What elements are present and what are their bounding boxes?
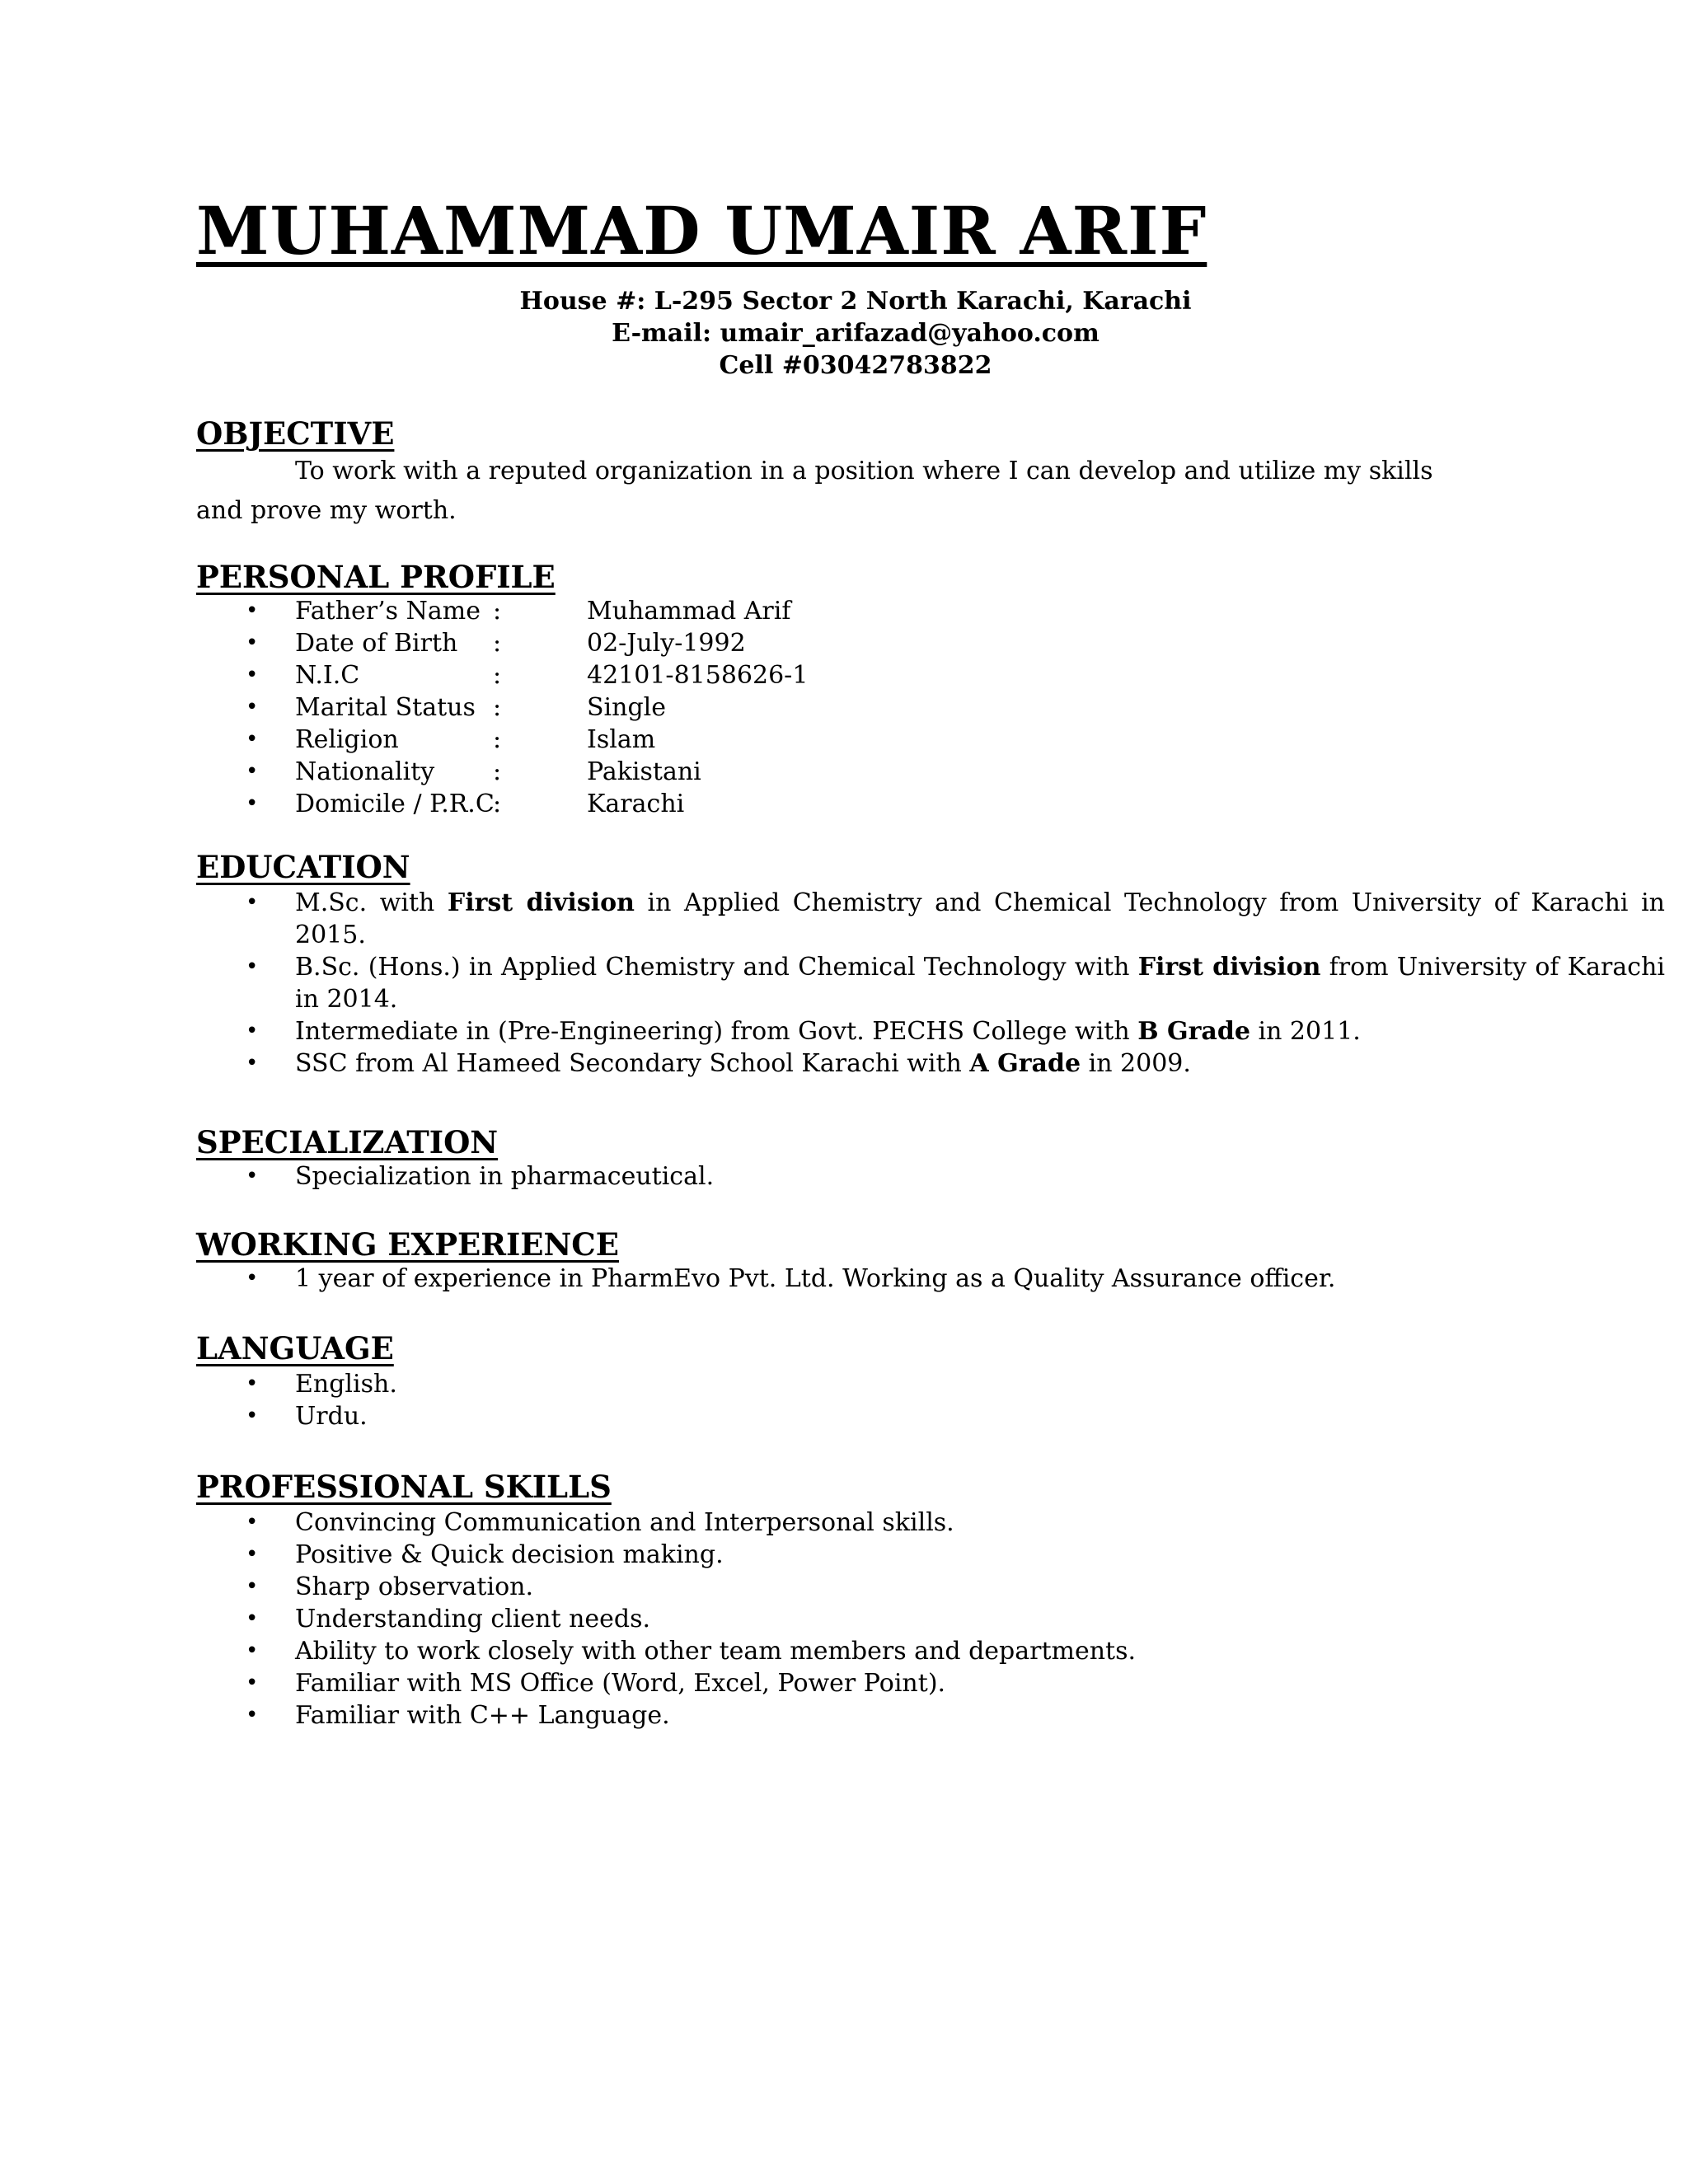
profile-colon: : — [493, 661, 502, 690]
personal-profile-heading: PERSONAL PROFILE — [196, 559, 556, 595]
bullet: • — [246, 759, 259, 784]
specialization-text: Specialization in pharmaceutical. — [295, 1162, 715, 1191]
profile-item-date-of-birth — [196, 627, 808, 659]
profile-colon: : — [493, 693, 502, 722]
personal-profile-list — [196, 595, 808, 820]
skill-item — [196, 1507, 1136, 1539]
bullet: • — [246, 1164, 259, 1188]
education-grade: B Grade — [1137, 1017, 1250, 1046]
bullet: • — [246, 695, 259, 719]
candidate-name: MUHAMMAD UMAIR ARIF — [196, 192, 1207, 269]
address-line: House #: L-295 Sector 2 North Karachi, Karachi — [519, 287, 1192, 316]
profile-value: Single — [587, 693, 667, 722]
bullet: • — [246, 890, 259, 915]
skill-text: Understanding client needs. — [295, 1605, 651, 1633]
education-text: in Applied Chemistry and Chemical Technology from University of Karachi in 2015. — [295, 888, 1665, 949]
education-list — [196, 887, 1665, 1080]
education-item-msc — [196, 887, 1665, 951]
profile-label: Religion — [295, 725, 399, 754]
profile-item-nic — [196, 659, 808, 691]
bullet: • — [246, 954, 259, 979]
bullet: • — [246, 1510, 259, 1535]
skill-text: Convincing Communication and Interpersonal skills. — [295, 1508, 954, 1537]
objective-text: To work with a reputed organization in a position where I can develop and utilize my skills and prove my worth. — [196, 457, 1433, 525]
profile-item-religion — [196, 724, 808, 756]
profile-colon: : — [493, 597, 502, 626]
education-text: M.Sc. with — [295, 888, 448, 917]
education-text: SSC from Al Hameed Secondary School Karachi with — [295, 1049, 970, 1078]
skill-item — [196, 1539, 1136, 1571]
skill-text: Sharp observation. — [295, 1572, 533, 1601]
profile-value: Islam — [587, 725, 656, 754]
profile-label: Domicile / P.R.C — [295, 790, 495, 818]
profile-label: Father’s Name — [295, 597, 481, 626]
bullet: • — [246, 1051, 259, 1076]
education-text: B.Sc. (Hons.) in Applied Chemistry and Chemical Technology with — [295, 953, 1138, 982]
profile-item-father-name — [196, 595, 808, 627]
skill-item — [196, 1635, 1136, 1667]
bullet: • — [246, 663, 259, 687]
profile-label: N.I.C — [295, 661, 360, 690]
professional-skills-heading: PROFESSIONAL SKILLS — [196, 1469, 612, 1505]
skill-text: Familiar with C++ Language. — [295, 1701, 670, 1730]
specialization-item — [196, 1160, 714, 1193]
profile-label: Date of Birth — [295, 629, 458, 658]
objective-heading: OBJECTIVE — [196, 415, 395, 452]
profile-item-marital-status — [196, 691, 808, 724]
experience-text: 1 year of experience in PharmEvo Pvt. Ltd. Working as a Quality Assurance officer. — [295, 1264, 1336, 1293]
education-item-ssc — [196, 1047, 1665, 1080]
skill-item — [196, 1603, 1136, 1635]
bullet: • — [246, 727, 259, 752]
bullet: • — [246, 1371, 259, 1396]
education-grade: First division — [1137, 953, 1321, 982]
profile-value: 42101-8158626-1 — [587, 661, 809, 690]
contact-block — [196, 285, 1515, 382]
skill-item — [196, 1667, 1136, 1699]
skill-text: Positive & Quick decision making. — [295, 1540, 724, 1569]
language-list — [196, 1368, 397, 1432]
language-text: Urdu. — [295, 1402, 368, 1431]
education-text: in 2009. — [1081, 1049, 1191, 1078]
education-item-bsc — [196, 951, 1665, 1015]
bullet: • — [246, 1019, 259, 1043]
profile-value: 02-July-1992 — [587, 629, 746, 658]
bullet: • — [246, 1638, 259, 1663]
specialization-heading: SPECIALIZATION — [196, 1124, 499, 1160]
bullet: • — [246, 598, 259, 623]
profile-colon: : — [493, 725, 502, 754]
skill-item — [196, 1699, 1136, 1732]
specialization-list — [196, 1160, 714, 1193]
education-grade: A Grade — [969, 1049, 1081, 1078]
bullet: • — [246, 1671, 259, 1695]
profile-item-nationality — [196, 756, 808, 788]
education-text: in 2011. — [1250, 1017, 1361, 1046]
profile-item-domicile — [196, 788, 808, 820]
profile-value: Pakistani — [587, 757, 701, 786]
professional-skills-list — [196, 1507, 1136, 1732]
skill-text: Familiar with MS Office (Word, Excel, Power Point). — [295, 1669, 946, 1698]
language-item-english — [196, 1368, 397, 1400]
profile-colon: : — [493, 790, 502, 818]
language-text: English. — [295, 1370, 397, 1399]
profile-colon: : — [493, 757, 502, 786]
bullet: • — [246, 1542, 259, 1567]
bullet: • — [246, 1574, 259, 1599]
language-item-urdu — [196, 1400, 397, 1432]
cell-line: Cell #03042783822 — [719, 351, 992, 380]
working-experience-list — [196, 1263, 1335, 1295]
bullet: • — [246, 1404, 259, 1428]
education-text: from University of Karachi in 2014. — [295, 953, 1665, 1014]
bullet: • — [246, 1266, 259, 1291]
profile-label: Marital Status — [295, 693, 476, 722]
skill-item — [196, 1571, 1136, 1603]
skill-text: Ability to work closely with other team members and departments. — [295, 1637, 1137, 1666]
profile-value: Karachi — [587, 790, 685, 818]
profile-label: Nationality — [295, 757, 435, 786]
bullet: • — [246, 1703, 259, 1727]
email-line: E-mail: umair_arifazad@yahoo.com — [612, 319, 1100, 348]
bullet: • — [246, 791, 259, 816]
bullet: • — [246, 630, 259, 655]
experience-item — [196, 1263, 1335, 1295]
language-heading: LANGUAGE — [196, 1330, 394, 1366]
education-heading: EDUCATION — [196, 849, 410, 885]
education-grade: First division — [447, 888, 635, 917]
profile-value: Muhammad Arif — [587, 597, 791, 626]
working-experience-heading: WORKING EXPERIENCE — [196, 1226, 619, 1263]
education-text: Intermediate in (Pre-Engineering) from Govt. PECHS College with — [295, 1017, 1138, 1046]
education-item-intermediate — [196, 1015, 1665, 1047]
profile-colon: : — [493, 629, 502, 658]
bullet: • — [246, 1606, 259, 1631]
